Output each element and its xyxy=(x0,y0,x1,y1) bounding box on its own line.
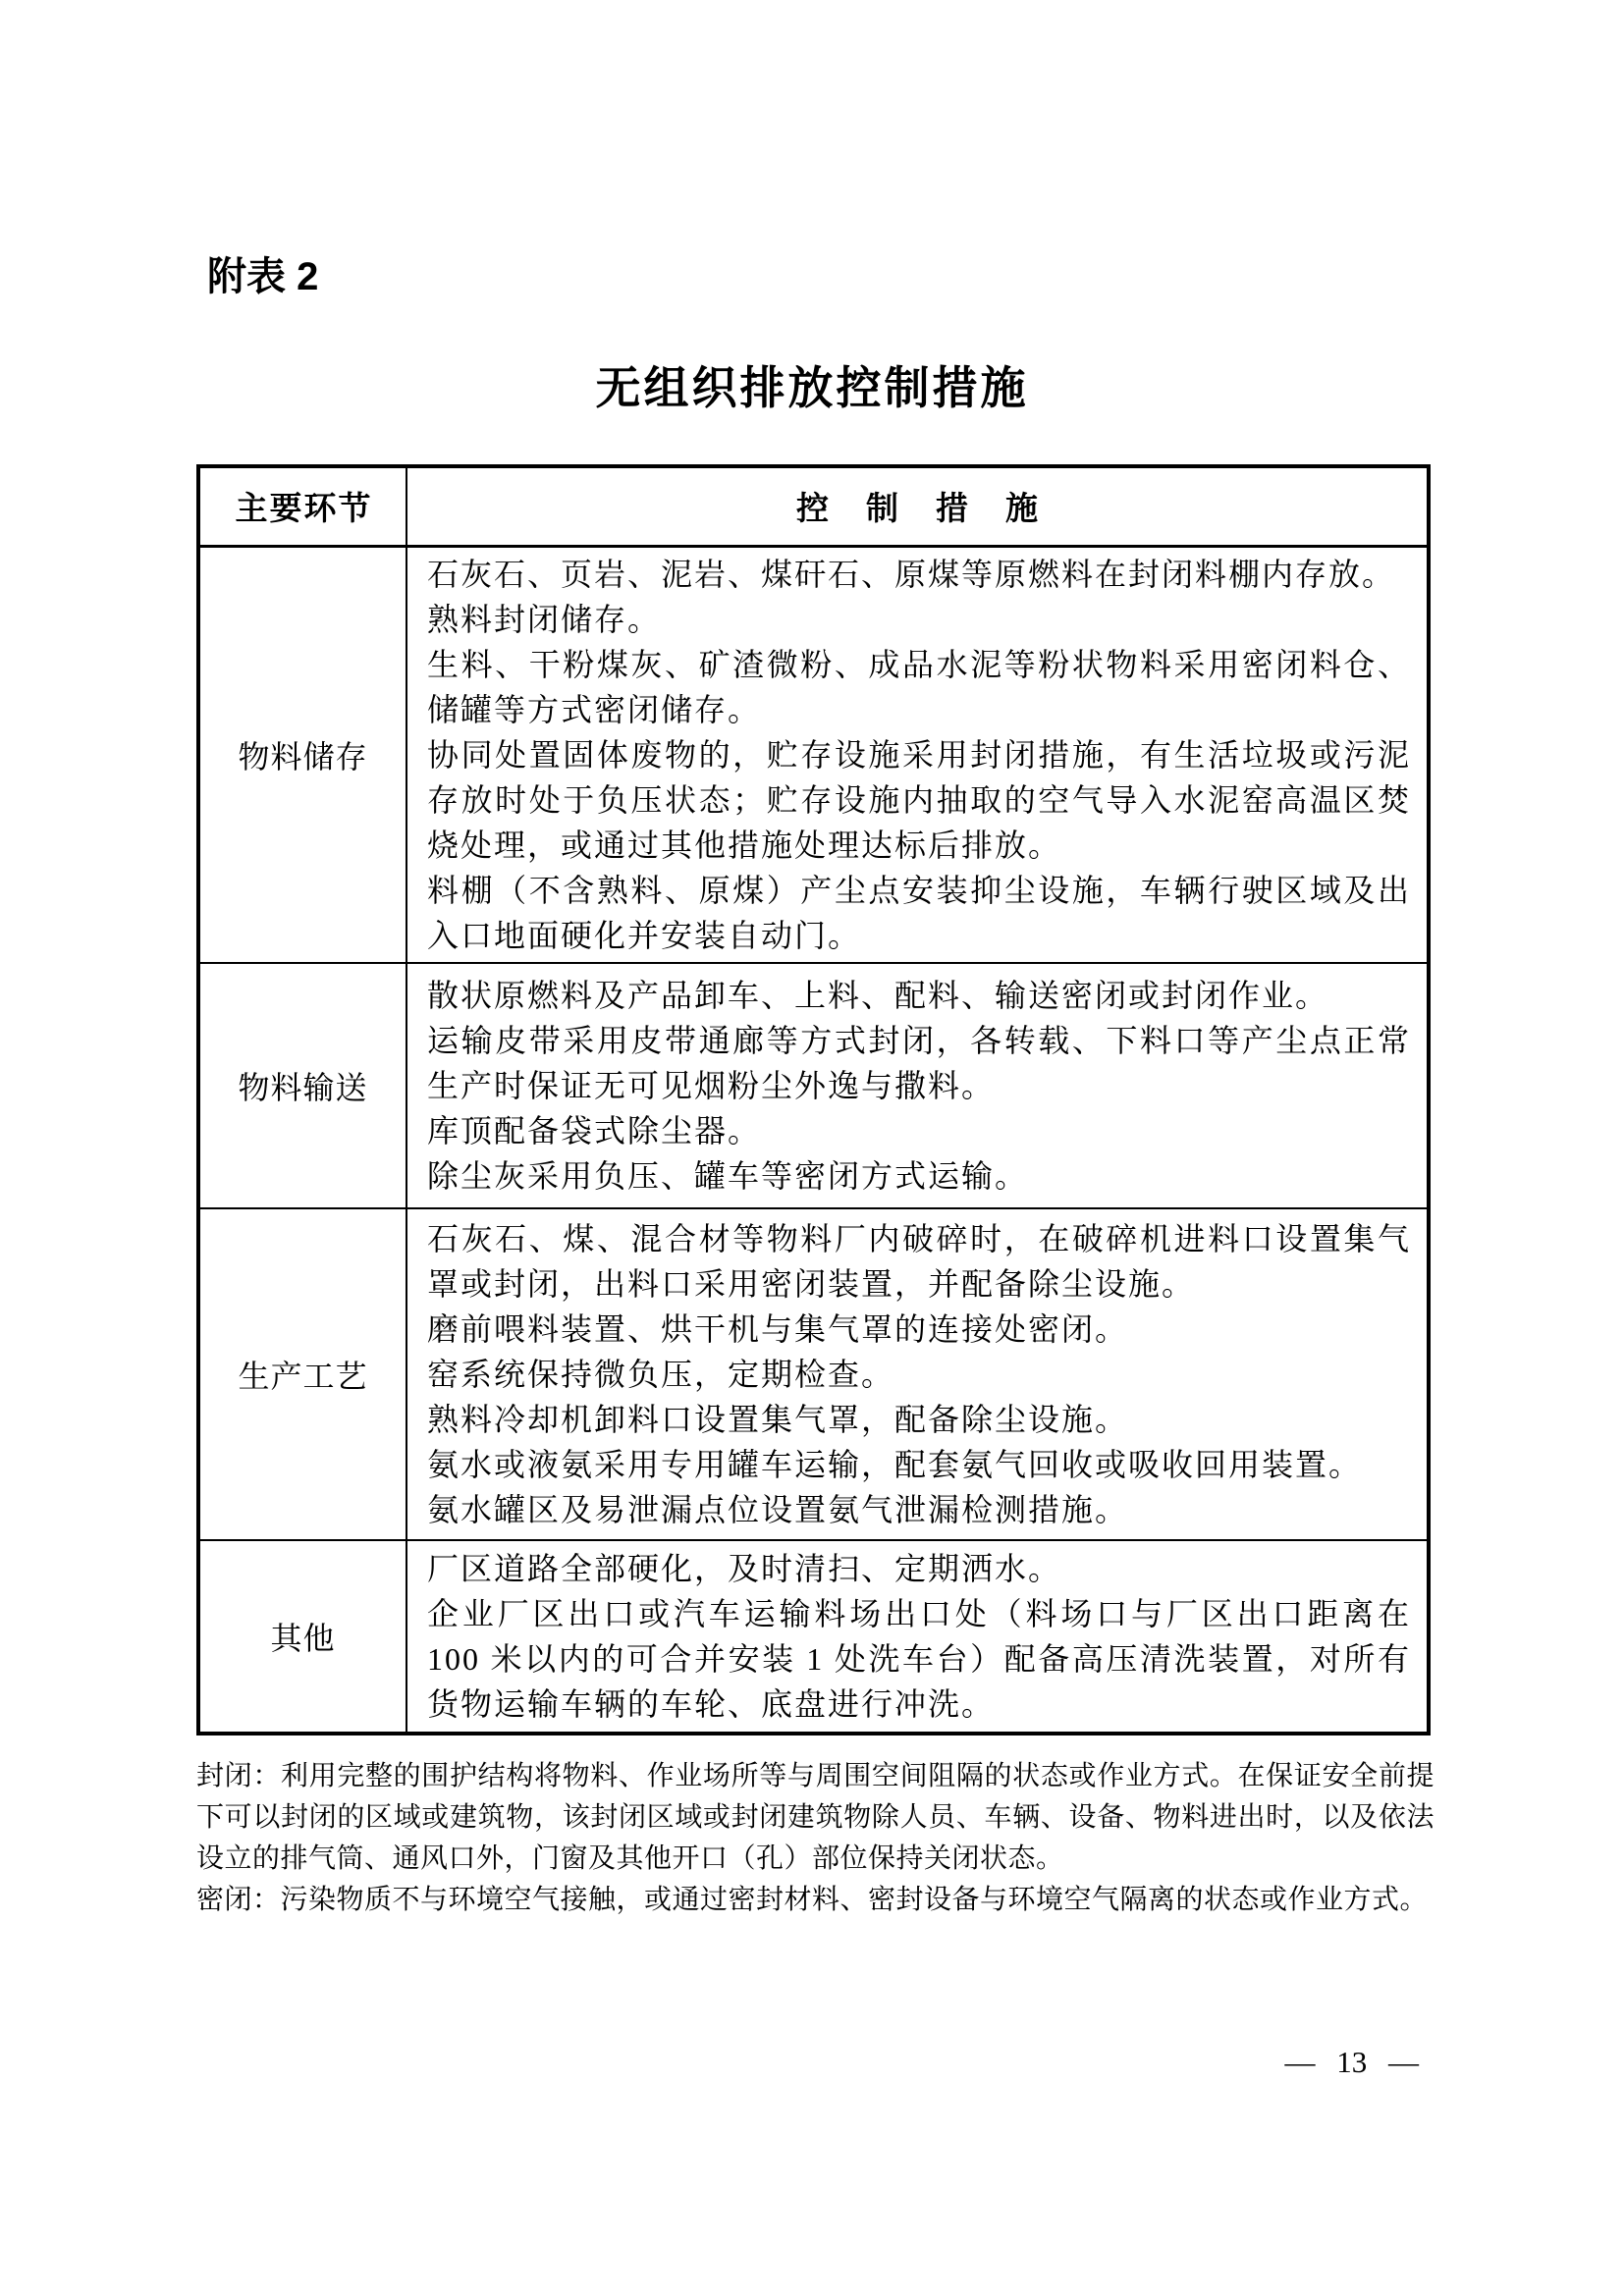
measure-text: 熟料封闭储存。 xyxy=(427,601,662,637)
page-number: — 13 — xyxy=(1284,2045,1419,2079)
appendix-label: 附表 2 xyxy=(207,255,319,298)
header-cell-measures xyxy=(406,466,1429,546)
table-row-material-storage xyxy=(198,546,1429,963)
control-measures-table xyxy=(196,464,1431,1735)
measure-text: 料棚（不含熟料、原煤）产尘点安装抑尘设施，车辆行驶区域及出入口地面硬化并安装自动门。 xyxy=(427,872,1411,953)
measure-text: 熟料冷却机卸料口设置集气罩，配备除尘设施。 xyxy=(427,1401,1129,1437)
table-row-production-process xyxy=(198,1208,1429,1540)
stage-cell-material-storage: 物料储存 xyxy=(198,546,406,963)
header-row xyxy=(198,466,1429,546)
measure-text: 磨前喂料装置、烘干机与集气罩的连接处密闭。 xyxy=(427,1310,1129,1347)
stage-cell-other: 其他 xyxy=(198,1540,406,1734)
measure-text: 石灰石、煤、混合材等物料厂内破碎时，在破碎机进料口设置集气罩或封闭，出料口采用密闭装置，并配备除尘设施。 xyxy=(427,1220,1411,1302)
measure-text: 氨水罐区及易泄漏点位设置氨气泄漏检测措施。 xyxy=(427,1491,1129,1527)
table-row-other xyxy=(198,1540,1429,1734)
measure-text: 厂区道路全部硬化，及时清扫、定期洒水。 xyxy=(427,1550,1062,1586)
measure-text: 企业厂区出口或汽车运输料场出口处（料场口与厂区出口距离在 100 米以内的可合并安装 1 处洗车台）配备高压清洗装置，对所有货物运输车辆的车轮、底盘进行冲洗。 xyxy=(427,1595,1411,1722)
stage-cell-material-transport: 物料输送 xyxy=(198,963,406,1208)
table-body xyxy=(198,546,1429,1734)
page-title: 无组织排放控制措施 xyxy=(595,362,1029,413)
measures-cell-production-process xyxy=(406,1208,1429,1540)
measure-text: 库顶配备袋式除尘器。 xyxy=(427,1112,762,1148)
header-stage-label: 主要环节 xyxy=(235,490,373,527)
footnote-fengbi-definition: 封闭：利用完整的围护结构将物料、作业场所等与周围空间阻隔的状态或作业方式。在保证安全前提下可以封闭的区域或建筑物，该封闭区域或封闭建筑物除人员、车辆、设备、物料进出时，以及依法设立的排气筒、通风口外，门窗及其他开口（孔）部位保持关闭状态。 xyxy=(196,1761,1435,1874)
measure-text: 窑系统保持微负压，定期检查。 xyxy=(427,1356,895,1392)
table-row-material-transport xyxy=(198,963,1429,1208)
measure-text: 协同处置固体废物的，贮存设施采用封闭措施，有生活垃圾或污泥存放时处于负压状态；贮存设施内抽取的空气导入水泥窑高温区焚烧处理，或通过其他措施处理达标后排放。 xyxy=(427,736,1411,863)
measures-cell-other xyxy=(406,1540,1429,1734)
footnotes xyxy=(196,1756,1435,1921)
header-measures-label: 控制措施 xyxy=(796,490,1075,527)
measures-cell-material-transport xyxy=(406,963,1429,1208)
header-cell-stage xyxy=(198,466,406,546)
measure-text: 石灰石、页岩、泥岩、煤矸石、原煤等原燃料在封闭料棚内存放。 xyxy=(427,556,1396,592)
measure-text: 除尘灰采用负压、罐车等密闭方式运输。 xyxy=(427,1157,1029,1194)
footnote-mibi-definition: 密闭：污染物质不与环境空气接触，或通过密封材料、密封设备与环境空气隔离的状态或作业方式。 xyxy=(196,1885,1429,1915)
measure-text: 散状原燃料及产品卸车、上料、配料、输送密闭或封闭作业。 xyxy=(427,977,1329,1013)
measure-text: 运输皮带采用皮带通廊等方式封闭，各转载、下料口等产尘点正常生产时保证无可见烟粉尘外逸与撒料。 xyxy=(427,1022,1411,1103)
measure-text: 生料、干粉煤灰、矿渣微粉、成品水泥等粉状物料采用密闭料仓、储罐等方式密闭储存。 xyxy=(427,646,1411,727)
stage-cell-production-process: 生产工艺 xyxy=(198,1208,406,1540)
measure-text: 氨水或液氨采用专用罐车运输，配套氨气回收或吸收回用装置。 xyxy=(427,1446,1363,1482)
measures-cell-material-storage xyxy=(406,546,1429,963)
table-header xyxy=(198,466,1429,546)
